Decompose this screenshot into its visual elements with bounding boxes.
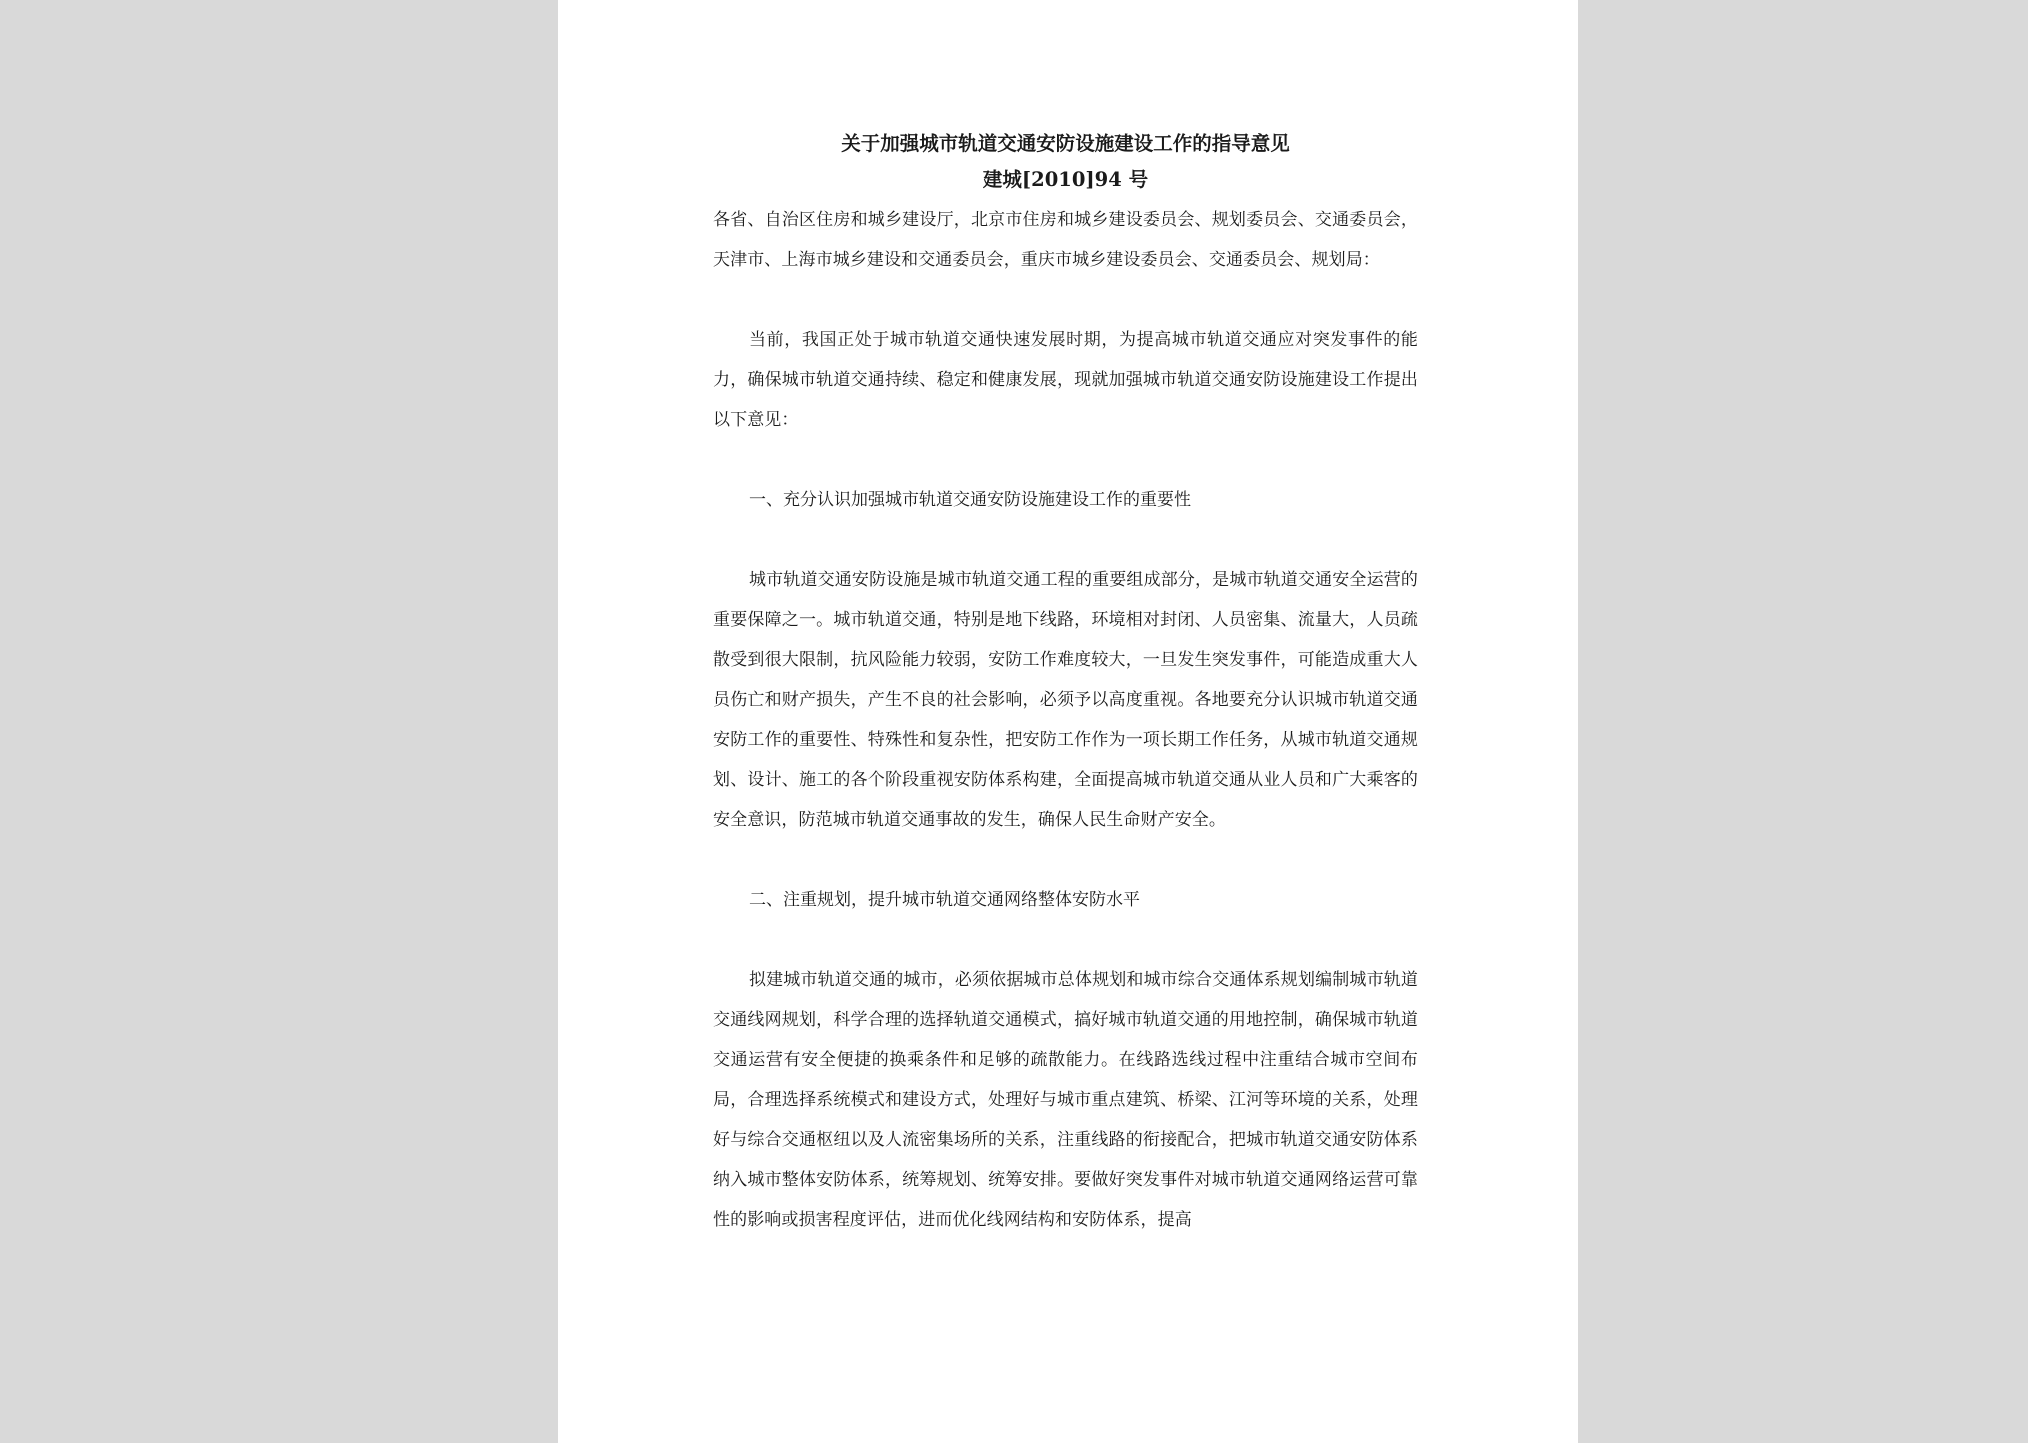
document-content bbox=[713, 126, 1418, 1240]
document-page bbox=[558, 0, 1578, 1443]
section-1-heading: 一、充分认识加强城市轨道交通安防设施建设工作的重要性 bbox=[749, 490, 1191, 510]
section-2-heading: 二、注重规划，提升城市轨道交通网络整体安防水平 bbox=[749, 890, 1140, 910]
section-2-paragraph: 拟建城市轨道交通的城市，必须依据城市总体规划和城市综合交通体系规划编制城市轨道交通线网规划，科学合理的选择轨道交通模式，搞好城市轨道交通的用地控制，确保城市轨道交通运营有安全便捷的换乘条件和足够的疏散能力。在线路选线过程中注重结合城市空间布局，合理选择系统模式和建设方式，处理好与城市重点建筑、桥梁、江河等环境的关系，处理好与综合交通枢纽以及人流密集场所的关系，注重线路的衔接配合，把城市轨道交通安防体系纳入城市整体安防体系，统筹规划、统筹安排。要做好突发事件对城市轨道交通网络运营可靠性的影响或损害程度评估，进而优化线网结构和安防体系，提高 bbox=[713, 970, 1418, 1230]
paragraph-gap bbox=[713, 840, 1418, 880]
intro-paragraph: 当前，我国正处于城市轨道交通快速发展时期，为提高城市轨道交通应对突发事件的能力，确保城市轨道交通持续、稳定和健康发展，现就加强城市轨道交通安防设施建设工作提出以下意见： bbox=[713, 330, 1418, 430]
paragraph-gap bbox=[713, 440, 1418, 480]
paragraph-gap bbox=[713, 920, 1418, 960]
document-title: 关于加强城市轨道交通安防设施建设工作的指导意见 bbox=[841, 132, 1290, 155]
document-number: 建城[2010]94 号 bbox=[982, 168, 1149, 191]
paragraph-gap bbox=[713, 520, 1418, 560]
section-1-paragraph: 城市轨道交通安防设施是城市轨道交通工程的重要组成部分，是城市轨道交通安全运营的重要保障之一。城市轨道交通，特别是地下线路，环境相对封闭、人员密集、流量大，人员疏散受到很大限制，抗风险能力较弱，安防工作难度较大，一旦发生突发事件，可能造成重大人员伤亡和财产损失，产生不良的社会影响，必须予以高度重视。各地要充分认识城市轨道交通安防工作的重要性、特殊性和复杂性，把安防工作作为一项长期工作任务，从城市轨道交通规划、设计、施工的各个阶段重视安防体系构建，全面提高城市轨道交通从业人员和广大乘客的安全意识，防范城市轨道交通事故的发生，确保人民生命财产安全。 bbox=[713, 570, 1418, 830]
addressee-paragraph: 各省、自治区住房和城乡建设厅，北京市住房和城乡建设委员会、规划委员会、交通委员会，天津市、上海市城乡建设和交通委员会，重庆市城乡建设委员会、交通委员会、规划局： bbox=[713, 210, 1418, 270]
paragraph-gap bbox=[713, 280, 1418, 320]
